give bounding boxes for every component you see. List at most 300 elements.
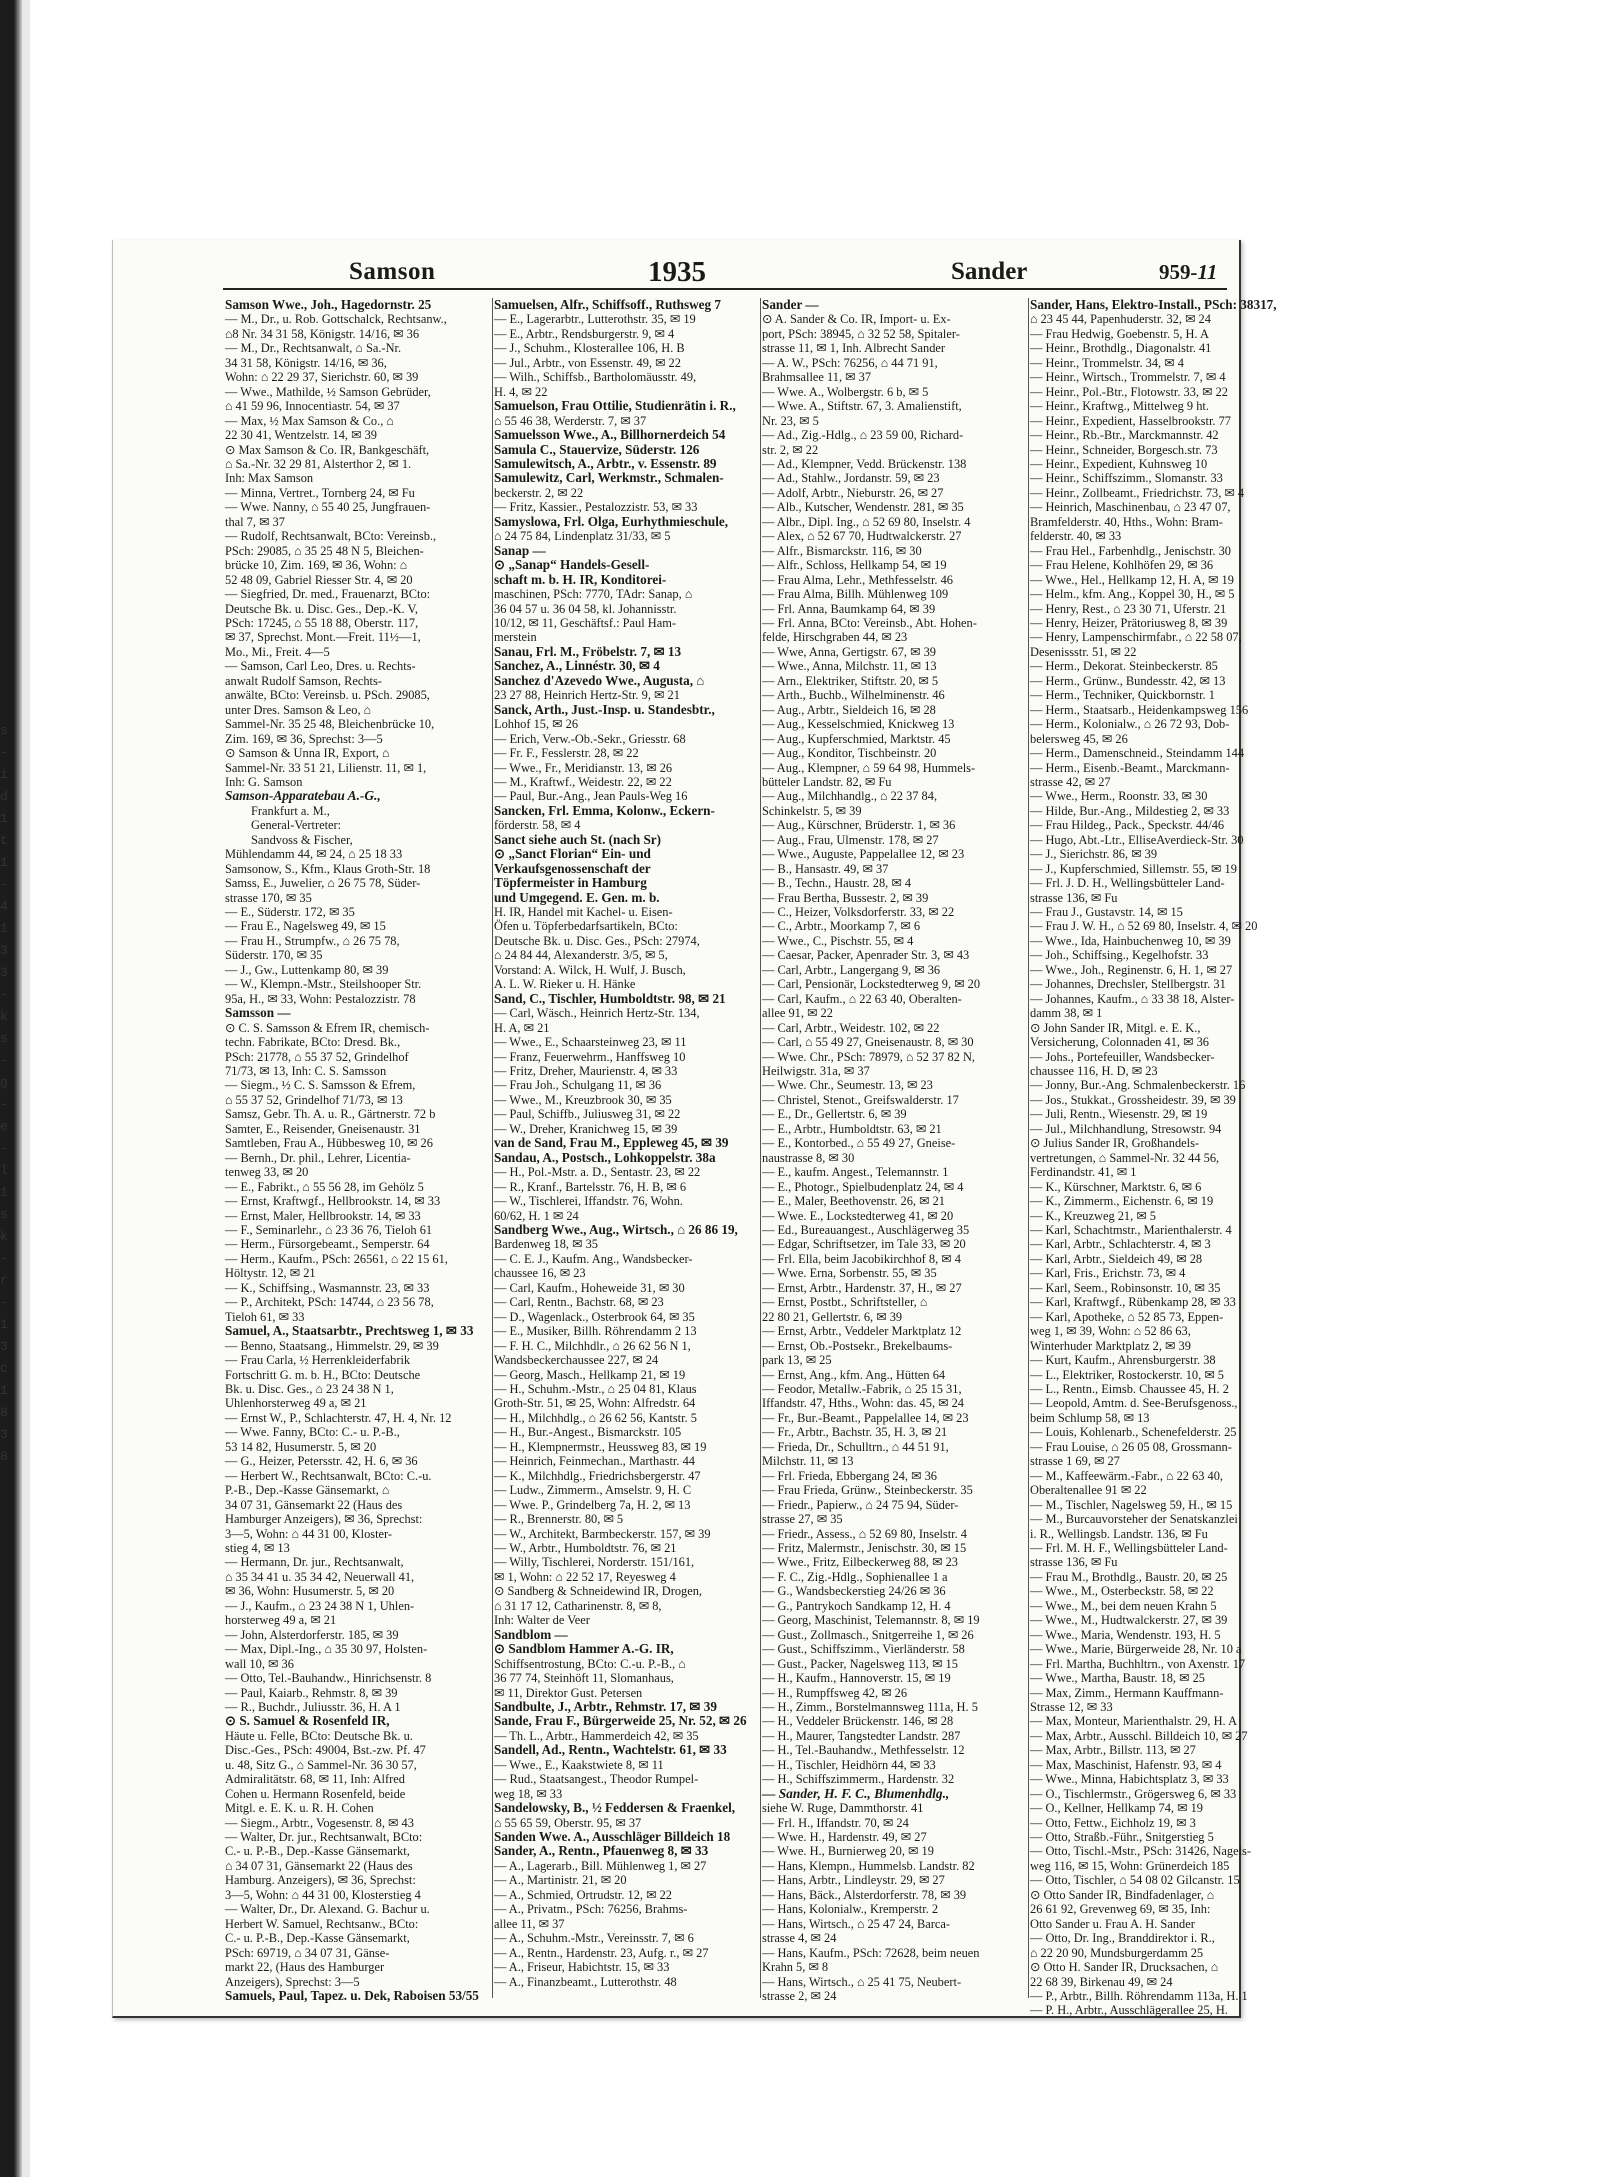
directory-entry-line: 34 07 31, Gänsemarkt 22 (Haus des	[225, 1497, 403, 1512]
margin-fragment: t	[0, 833, 8, 848]
directory-entry-line: — Hans, Klempn., Hummelsb. Landstr. 82	[762, 1858, 975, 1873]
directory-entry-line: — G., Wandsbeckerstieg 24/26 ✉ 36	[762, 1584, 946, 1599]
directory-entry-line: — Aug., Konditor, Tischbeinstr. 20	[762, 746, 937, 761]
directory-entry-line: — Wwe., Fritz, Eilbeckerweg 88, ✉ 23	[762, 1555, 958, 1570]
directory-entry-line: ⊙ „Sanct Florian“ Ein- und	[494, 846, 651, 862]
directory-entry-line: — Georg, Maschinist, Telemannstr. 8, ✉ 19	[762, 1613, 980, 1628]
directory-entry-line: — J., Gw., Luttenkamp 80, ✉ 39	[225, 962, 389, 977]
directory-entry-line: General-Vertreter:	[251, 818, 342, 833]
directory-entry-line: ⌂ 55 65 59, Oberstr. 95, ✉ 37	[494, 1815, 642, 1830]
directory-entry-line: 52 48 09, Gabriel Riesser Str. 4, ✉ 20	[225, 572, 413, 587]
directory-entry-line: Samulewitz, Carl, Werkmstr., Schmalen-	[494, 470, 724, 486]
directory-entry-line: C.- u. P.-B., Dep.-Kasse Gänsemarkt,	[225, 1844, 410, 1859]
margin-fragment: e	[0, 1119, 8, 1134]
directory-entry-line: 34 31 58, Königstr. 14/16, ✉ 36,	[225, 355, 387, 370]
directory-entry-line: u. 48, Sitz G., ⌂ Sammel-Nr. 36 30 57,	[225, 1757, 417, 1772]
directory-entry-line: felde, Hirschgraben 44, ✉ 23	[762, 630, 908, 645]
directory-entry-line: — M., Tischler, Nagelsweg 59, H., ✉ 15	[1030, 1497, 1233, 1512]
directory-entry-line: — Hermann, Dr. jur., Rechtsanwalt,	[225, 1555, 404, 1570]
directory-entry-line: Sammel-Nr. 35 25 48, Bleichenbrücke 10,	[225, 717, 435, 732]
directory-entry-line: — Wwe. Erna, Sorbenstr. 55, ✉ 35	[762, 1266, 937, 1281]
directory-entry-line: Inh: Max Samson	[225, 471, 314, 486]
directory-entry-line: — C., Heizer, Volksdorferstr. 33, ✉ 22	[762, 905, 955, 920]
directory-entry-line: — O., Kellner, Hellkamp 74, ✉ 19	[1030, 1801, 1203, 1816]
directory-entry-line: Schinkelstr. 5, ✉ 39	[762, 803, 862, 818]
directory-entry-line: Sanchez d'Azevedo Wwe., Augusta, ⌂	[494, 672, 705, 688]
directory-entry-line: Sanau, Frl. M., Fröbelstr. 7, ✉ 13	[494, 643, 682, 659]
column-2	[494, 298, 758, 1998]
column-3	[762, 297, 1026, 2004]
directory-entry-line: schaft m. b. H. IR, Konditorei-	[494, 571, 667, 587]
directory-entry-line: — Aug., Arbtr., Sieldeich 16, ✉ 28	[762, 702, 936, 717]
directory-entry-line: — Hans, Kolonialw., Kremperstr. 2	[762, 1902, 939, 1917]
directory-entry-line: Desenissstr. 51, ✉ 22	[1030, 644, 1137, 659]
directory-entry-line: Disc.-Ges., PSch: 49004, Bst.-zw. Pf. 47	[225, 1743, 426, 1758]
directory-entry-line: — H., Schuhm.-Mstr., ⌂ 25 04 81, Klaus	[494, 1381, 697, 1396]
directory-entry-line: — Erich, Verw.-Ob.-Sekr., Griesstr. 68	[494, 731, 686, 746]
margin-fragment: k	[0, 1229, 8, 1244]
directory-entry-line: — Wwe., E., Kaakstwiete 8, ✉ 11	[494, 1757, 664, 1772]
directory-entry-line: Inh: Walter de Veer	[494, 1613, 590, 1628]
directory-entry-line: — Louis, Kohlenarb., Schenefelderstr. 25	[1030, 1425, 1237, 1440]
margin-fragment: 8	[0, 1449, 8, 1464]
directory-entry-line: — A., Privatm., PSch: 76256, Brahms-	[494, 1902, 688, 1917]
directory-entry-line: anwalt Rudolf Samson, Rechts-	[225, 673, 382, 688]
directory-entry-line: — Christel, Stenot., Greifswalderstr. 17	[762, 1092, 959, 1107]
margin-fragment: s	[0, 1207, 8, 1222]
directory-entry-line: — Max, Arbtr., Billstr. 113, ✉ 27	[1030, 1743, 1196, 1758]
directory-entry-line: — Frau Hedwig, Goebenstr. 5, H. A	[1030, 326, 1209, 341]
directory-entry-line: — Aug., Kupferschmied, Marktstr. 45	[762, 731, 951, 746]
directory-entry-line: — A., Martinistr. 21, ✉ 20	[494, 1873, 627, 1888]
directory-entry-line: — Th. L., Arbtr., Hammerdeich 42, ✉ 35	[494, 1728, 699, 1743]
directory-entry-line: — C. E. J., Kaufm. Ang., Wandsbecker-	[494, 1251, 693, 1266]
directory-entry-line: — Herm., Kaufm., PSch: 26561, ⌂ 22 15 61,	[225, 1251, 448, 1266]
directory-entry-line: — Aug., Milchhandlg., ⌂ 22 37 84,	[762, 789, 938, 804]
directory-entry-line: felderstr. 40, ✉ 33	[1030, 529, 1122, 544]
directory-entry-line: — Carl, Arbtr., Langergang 9, ✉ 36	[762, 962, 941, 977]
directory-entry-line: — P., Arbtr., Billh. Röhrendamm 113a, H. 1	[1030, 1989, 1248, 2004]
directory-entry-line: Anzeigers), Sprechst: 3—5	[225, 1974, 360, 1989]
directory-entry-line: ✉ 36, Wohn: Husumerstr. 5, ✉ 20	[225, 1584, 395, 1599]
directory-entry-line: Winterhuder Marktplatz 2, ✉ 39	[1030, 1338, 1191, 1353]
directory-entry-line: — Alex, ⌂ 52 67 70, Hudtwalckerstr. 27	[762, 529, 962, 544]
directory-entry-line: — Walter, Dr., Dr. Alexand. G. Bachur u.	[225, 1902, 430, 1917]
directory-entry-line: Lohhof 15, ✉ 26	[494, 717, 579, 732]
directory-entry-line: 53 14 82, Husumerstr. 5, ✉ 20	[225, 1439, 377, 1454]
directory-entry-line: — K., Schiffsing., Wasmannstr. 23, ✉ 33	[225, 1280, 430, 1295]
directory-entry-line: Samuel, A., Staatsarbtr., Prechtsweg 1, ✉ 33	[225, 1323, 474, 1339]
margin-fragment: r	[0, 1273, 8, 1288]
directory-entry-line: — Frl. Anna, BCto: Vereinsb., Abt. Hohen-	[762, 615, 977, 630]
directory-entry-line: ✉ 1, Wohn: ⌂ 22 52 17, Reyesweg 4	[494, 1569, 676, 1584]
directory-entry-line: — Frau J., Gustavstr. 14, ✉ 15	[1030, 905, 1183, 920]
directory-entry-line: — E., Dr., Gellertstr. 6, ✉ 39	[762, 1107, 907, 1122]
directory-entry-line: — M., Burcauvorsteher der Senatskanzlei	[1030, 1512, 1238, 1527]
directory-entry-line: — Fritz, Kassier., Pestalozzistr. 53, ✉ 33	[494, 500, 698, 515]
directory-entry-line: — Siegfried, Dr. med., Frauenarzt, BCto:	[225, 587, 431, 602]
directory-entry-line: — G., Heizer, Petersstr. 42, H. 6, ✉ 36	[225, 1454, 418, 1469]
directory-entry-line: — Ernst, Arbtr., Hardenstr. 37, H., ✉ 27	[762, 1280, 962, 1295]
directory-entry-line: — Wwe, Anna, Gertigstr. 67, ✉ 39	[762, 644, 936, 659]
directory-entry-line: — Herm., Fürsorgebeamt., Semperstr. 64	[225, 1237, 430, 1252]
margin-fragment: -	[0, 1097, 8, 1112]
directory-entry-line: — E., Kontorbed., ⌂ 55 49 27, Gneise-	[762, 1136, 956, 1151]
directory-entry-line: — Otto, Tischler, ⌂ 54 08 02 Gilcanstr. 15	[1030, 1873, 1240, 1888]
directory-entry-line: Admiralitätstr. 68, ✉ 11, Inh: Alfred	[225, 1772, 405, 1787]
directory-entry-line: ⊙ Otto Sander IR, Bindfadenlager, ⌂	[1030, 1887, 1215, 1902]
directory-entry-line: — Wwe., Herm., Roonstr. 33, ✉ 30	[1030, 789, 1208, 804]
directory-entry-line: 3—5, Wohn: ⌂ 44 31 00, Klosterstieg 4	[225, 1887, 421, 1902]
directory-entry-line: belersweg 45, ✉ 26	[1030, 731, 1128, 746]
directory-entry-line: — Karl, Arbtr., Sieldeich 49, ✉ 28	[1030, 1251, 1203, 1266]
directory-entry-line: — Henry, Lampenschirmfabr., ⌂ 22 58 07,	[1030, 630, 1242, 645]
directory-entry-line: Versicherung, Colonnaden 41, ✉ 36	[1030, 1035, 1209, 1050]
directory-entry-line: — Bernh., Dr. phil., Lehrer, Licentia-	[225, 1150, 411, 1165]
directory-entry-line: — Ad., Zig.-Hdlg., ⌂ 23 59 00, Richard-	[762, 428, 964, 443]
directory-entry-line: 36 04 57 u. 36 04 58, kl. Johannisstr.	[494, 601, 677, 616]
directory-entry-line: ⌂ Sa.-Nr. 32 29 81, Alsterthor 2, ✉ 1.	[225, 456, 412, 471]
directory-entry-line: strasse 136, ✉ Fu	[1030, 1555, 1118, 1570]
directory-entry-line: — B., Hansastr. 49, ✉ 37	[762, 861, 889, 876]
directory-entry-line: PSch: 69719, ⌂ 34 07 31, Gänse-	[225, 1945, 390, 1960]
directory-entry-line: ⌂ 24 84 44, Alexanderstr. 3/5, ✉ 5,	[494, 948, 668, 963]
directory-entry-line: anwälte, BCto: Vereinsb. u. PSch. 29085,	[225, 688, 430, 703]
directory-entry-line: chaussee 16, ✉ 23	[494, 1266, 586, 1281]
directory-entry-line: — Hilde, Bur.-Ang., Mildestieg 2, ✉ 33	[1030, 803, 1230, 818]
directory-entry-line: — H., Rumpffsweg 42, ✉ 26	[762, 1685, 908, 1700]
directory-entry-line: ⌂ 23 45 44, Papenhuderstr. 32, ✉ 24	[1030, 312, 1211, 327]
directory-entry-line: — Aug., Kürschner, Brüderstr. 1, ✉ 36	[762, 818, 956, 833]
directory-entry-line: — Arn., Elektriker, Stiftstr. 20, ✉ 5	[762, 673, 939, 688]
directory-entry-line: 22 68 39, Birkenau 49, ✉ 24	[1030, 1974, 1173, 1989]
directory-entry-line: — Carl, ⌂ 55 49 27, Gneisenaustr. 8, ✉ 30	[762, 1035, 974, 1050]
directory-entry-line: allee 11, ✉ 37	[494, 1916, 565, 1931]
directory-entry-line: — Jul., Arbtr., von Essenstr. 49, ✉ 22	[494, 355, 681, 370]
directory-entry-line: — Benno, Staatsang., Himmelstr. 29, ✉ 39	[225, 1338, 439, 1353]
directory-entry-line: beckerstr. 2, ✉ 22	[494, 485, 584, 500]
directory-entry-line: — Ludw., Zimmerm., Amselstr. 9, H. C	[494, 1483, 692, 1498]
directory-entry-line: naustrasse 8, ✉ 30	[762, 1150, 855, 1165]
margin-fragment: s	[0, 1031, 8, 1046]
directory-entry-line: — Frau J. W. H., ⌂ 52 69 80, Inselstr. 4, ✉ 20	[1030, 919, 1258, 934]
directory-entry-line: — Wwe., M., Osterbeckstr. 58, ✉ 22	[1030, 1584, 1214, 1599]
directory-entry-line: — C., Arbtr., Moorkamp 7, ✉ 6	[762, 919, 921, 934]
directory-entry-line: — W., Architekt, Barmbeckerstr. 157, ✉ 39	[494, 1526, 711, 1541]
header-last-entry: Sander	[951, 258, 1028, 285]
directory-entry-line: — Wwe., Maria, Wendenstr. 193, H. 5	[1030, 1627, 1221, 1642]
directory-entry-line: Iffandstr. 47, Hths., Wohn: das. 45, ✉ 24	[762, 1396, 965, 1411]
directory-entry-line: ⊙ Sandblom Hammer A.-G. IR,	[494, 1641, 674, 1657]
directory-entry-line: — Max, Monteur, Marienthalstr. 29, H. A	[1030, 1714, 1238, 1729]
directory-entry-line: — Jul., Milchhandlung, Stresowstr. 94	[1030, 1121, 1222, 1136]
directory-entry-line: tenweg 33, ✉ 20	[225, 1165, 309, 1180]
directory-entry-line: — Aug., Klempner, ⌂ 59 64 98, Hummels-	[762, 760, 976, 775]
directory-entry-line: str. 2, ✉ 22	[762, 442, 819, 457]
directory-entry-line: — H., Milchhdlg., ⌂ 26 62 56, Kantstr. 5	[494, 1410, 697, 1425]
directory-entry-line: — Johs., Portefeuiller, Wandsbecker-	[1030, 1049, 1215, 1064]
directory-entry-line: — Karl, Kraftwgf., Rübenkamp 28, ✉ 33	[1030, 1295, 1236, 1310]
directory-entry-line: — W., Arbtr., Humboldtstr. 76, ✉ 21	[494, 1540, 677, 1555]
directory-entry-line: — Willy, Tischlerei, Norderstr. 151/161,	[494, 1555, 695, 1570]
directory-entry-line: beim Schlump 58, ✉ 13	[1030, 1410, 1150, 1425]
directory-entry-line: Bardenweg 18, ✉ 35	[494, 1237, 598, 1252]
directory-entry-line: — Jos., Stukkat., Grossheidestr. 39, ✉ 39	[1030, 1092, 1236, 1107]
directory-entry-line: ⊙ Sandberg & Schneidewind IR, Drogen,	[494, 1584, 703, 1599]
directory-entry-line: PSch: 21778, ⌂ 55 37 52, Grindelhof	[225, 1049, 409, 1064]
directory-entry-line: maschinen, PSch: 7770, TAdr: Sanap, ⌂	[494, 587, 693, 602]
directory-entry-line: — Alfr., Schloss, Hellkamp 54, ✉ 19	[762, 558, 947, 573]
directory-entry-line: allee 91, ✉ 22	[762, 1006, 833, 1021]
directory-entry-line: — Heinr., Rb.-Btr., Marckmannstr. 42	[1030, 428, 1219, 443]
directory-entry-line: — G., Pantrykoch Sandkamp 12, H. 4	[762, 1598, 951, 1613]
directory-entry-line: — Herm., Grünw., Bundesstr. 42, ✉ 13	[1030, 673, 1226, 688]
directory-entry-line: — F. C., Zig.-Hdlg., Sophienallee 1 a	[762, 1569, 948, 1584]
directory-entry-line: strasse 27, ✉ 35	[762, 1512, 843, 1527]
directory-entry-line: — Max, Maschinist, Hafenstr. 93, ✉ 4	[1030, 1757, 1222, 1772]
margin-fragment: -	[0, 745, 8, 760]
directory-entry-line: stieg 4, ✉ 13	[225, 1540, 290, 1555]
directory-entry-line: Sander, Hans, Elektro-Install., PSch: 38317,	[1030, 297, 1277, 312]
directory-entry-line: — E., Arbtr., Humboldtstr. 63, ✉ 21	[762, 1121, 942, 1136]
directory-entry-line: Sande, Frau F., Bürgerweide 25, Nr. 52, ✉ 26	[494, 1713, 747, 1729]
directory-entry-line: weg 18, ✉ 33	[494, 1786, 563, 1801]
directory-entry-line: — Ed., Bureauangest., Auschlägerweg 35	[762, 1223, 970, 1237]
directory-entry-line: — Joh., Schiffsing., Kegelhofstr. 33	[1030, 948, 1209, 963]
directory-entry-line: Sandelowsky, B., ½ Feddersen & Fraenkel,	[494, 1800, 736, 1816]
directory-entry-line: — Wwe., Mathilde, ½ Samson Gebrüder,	[225, 384, 431, 399]
column-4	[1030, 297, 1277, 2018]
directory-entry-line: — Franz, Feuerwehrm., Hanffsweg 10	[494, 1049, 686, 1064]
directory-entry-line: — Herm., Damenschneid., Steindamm 144	[1030, 746, 1245, 761]
directory-entry-line: techn. Fabrikate, BCto: Dresd. Bk.,	[225, 1035, 401, 1050]
directory-entry-line: ⊙ Max Samson & Co. IR, Bankgeschäft,	[225, 442, 430, 457]
directory-entry-line: Hamburger Anzeigers), ✉ 36, Sprechst:	[225, 1512, 423, 1527]
directory-entry-line: Samsonow, S., Kfm., Klaus Groth-Str. 18	[225, 861, 431, 876]
directory-entry-line: — H., Bur.-Angest., Bismarckstr. 105	[494, 1425, 682, 1440]
margin-fragment: -	[0, 1141, 8, 1156]
directory-entry-line: — Sander, H. F. C., Blumenhdlg.,	[762, 1785, 950, 1801]
directory-entry-line: Nr. 23, ✉ 5	[762, 413, 819, 428]
directory-entry-line: — Frl. J. D. H., Wellingsbütteler Land-	[1030, 876, 1225, 891]
directory-entry-line: — Heinr., Wirtsch., Trommelstr. 7, ✉ 4	[1030, 370, 1226, 385]
directory-entry-line: — Ad., Stahlw., Jordanstr. 59, ✉ 23	[762, 471, 940, 486]
directory-entry-line: — Herbert W., Rechtsanwalt, BCto: C.-u.	[225, 1468, 432, 1483]
directory-entry-line: — R., Kranf., Bartelsstr. 76, H. B, ✉ 6	[494, 1179, 687, 1194]
directory-entry-line: Inh: G. Samson	[225, 774, 303, 789]
directory-entry-line: — Wwe., M., bei dem neuen Krahn 5	[1030, 1598, 1217, 1613]
directory-entry-line: i. R., Wellingsb. Landstr. 136, ✉ Fu	[1030, 1526, 1208, 1541]
directory-entry-line: — Wwe., M., Kreuzbrook 30, ✉ 35	[494, 1092, 672, 1107]
directory-entry-line: Sandell, Ad., Rentn., Wachtelstr. 61, ✉ 33	[494, 1742, 727, 1758]
directory-entry-line: ⊙ Samson & Unna IR, Export, ⌂	[225, 746, 390, 761]
directory-entry-line: — M., Kaffeewärm.-Fabr., ⌂ 22 63 40,	[1030, 1468, 1224, 1483]
directory-entry-line: — P. H., Arbtr., Ausschlägerallee 25, H.	[1030, 2003, 1228, 2018]
margin-fragment: 1	[0, 1383, 8, 1398]
page-number	[1159, 260, 1217, 285]
directory-entry-line: Hamburg. Anzeigers), ✉ 36, Sprechst:	[225, 1873, 416, 1888]
margin-fragment: 4	[0, 899, 8, 914]
directory-entry-line: — Frau H., Strumpfw., ⌂ 26 75 78,	[225, 933, 400, 948]
margin-fragment: l	[0, 1163, 8, 1178]
directory-entry-line: ✉ 37, Sprechst. Mont.—Freit. 11½—1,	[225, 630, 421, 645]
directory-entry-line: — Otto, Dr. Ing., Branddirektor i. R.,	[1030, 1931, 1215, 1946]
directory-entry-line: — Wwe. Chr., Seumestr. 13, ✉ 23	[762, 1078, 933, 1093]
directory-entry-line: Heilwigstr. 31a, ✉ 37	[762, 1064, 870, 1079]
directory-entry-line: horsterweg 49 a, ✉ 21	[225, 1613, 337, 1628]
directory-entry-line: — Arth., Buchb., Wilhelminenstr. 46	[762, 688, 945, 703]
directory-entry-line: — Frau Alma, Billh. Mühlenweg 109	[762, 587, 949, 602]
directory-entry-line: Verkaufsgenossenschaft der	[494, 860, 651, 876]
directory-entry-line: ⌂ 34 07 31, Gänsemarkt 22 (Haus des	[225, 1858, 413, 1873]
directory-entry-line: — K., Kürschner, Marktstr. 6, ✉ 6	[1030, 1179, 1202, 1194]
directory-entry-line: — Karl, Fris., Erichstr. 73, ✉ 4	[1030, 1266, 1186, 1281]
directory-entry-line: — Wwe., Hel., Hellkamp 12, H. A, ✉ 19	[1030, 572, 1234, 587]
directory-entry-line: Samson-Apparatebau A.-G.,	[225, 788, 381, 804]
directory-entry-line: — Carl, Rentn., Bachstr. 68, ✉ 23	[494, 1295, 664, 1310]
directory-entry-line: — B., Techn., Haustr. 28, ✉ 4	[762, 876, 912, 891]
directory-entry-line: brücke 10, Zim. 169, ✉ 36, Wohn: ⌂	[225, 558, 408, 573]
directory-entry-line: — Frau Bertha, Bussestr. 2, ✉ 39	[762, 890, 929, 905]
directory-entry-line: — Frl. Martha, Buchhltrn., von Axenstr. 17	[1030, 1656, 1246, 1671]
directory-entry-line: — A., Schuhm.-Mstr., Vereinsstr. 7, ✉ 6	[494, 1931, 694, 1946]
column-separator	[1028, 298, 1029, 1998]
directory-entry-line: Zim. 169, ✉ 36, Sprechst: 3—5	[225, 731, 383, 746]
directory-entry-line: — Walter, Dr. jur., Rechtsanwalt, BCto:	[225, 1830, 423, 1845]
directory-entry-line: Sammel-Nr. 33 51 21, Lilienstr. 11, ✉ 1,	[225, 760, 427, 775]
directory-entry-line: — Alfr., Bismarckstr. 116, ✉ 30	[762, 543, 922, 558]
directory-entry-line: — H., Zimm., Borstelmannsweg 111a, H. 5	[762, 1699, 978, 1714]
directory-entry-line: — E., Photogr., Spielbudenplatz 24, ✉ 4	[762, 1179, 964, 1194]
directory-entry-line: merstein	[494, 630, 537, 645]
directory-entry-line: — Ernst W., P., Schlachterstr. 47, H. 4, Nr. 12	[225, 1410, 452, 1425]
directory-entry-line: — Wwe., M., Hudtwalckerstr. 27, ✉ 39	[1030, 1613, 1228, 1628]
directory-entry-line: 22 80 21, Gellertstr. 6, ✉ 39	[762, 1309, 903, 1324]
adjacent-page-fragments	[0, 720, 20, 2070]
margin-fragment: k	[0, 1009, 8, 1024]
directory-entry-line: markt 22, (Haus des Hamburger	[225, 1960, 385, 1975]
directory-entry-line: Samuels, Paul, Tapez. u. Dek, Raboisen 53/55	[225, 1988, 479, 2004]
directory-entry-line: ✉ 11, Direktor Gust. Petersen	[494, 1685, 643, 1700]
directory-entry-line: Sanchez, A., Linnéstr. 30, ✉ 4	[494, 658, 660, 674]
directory-entry-line: C.- u. P.-B., Dep.-Kasse Gänsemarkt,	[225, 1931, 410, 1946]
directory-entry-line: — Karl, Apotheke, ⌂ 52 85 73, Eppen-	[1030, 1309, 1224, 1324]
directory-entry-line: — Caesar, Packer, Apenrader Str. 3, ✉ 43	[762, 948, 970, 963]
margin-fragment: 1	[0, 855, 8, 870]
directory-entry-line: Samuelsen, Alfr., Schiffsoff., Ruthsweg 7	[494, 297, 722, 312]
directory-entry-line: — Max, Arbtr., Ausschl. Billdeich 10, ✉ 27	[1030, 1728, 1248, 1743]
directory-entry-line: — Friedr., Assess., ⌂ 52 69 80, Inselstr. 4	[762, 1526, 968, 1541]
directory-entry-line: — K., Milchhdlg., Friedrichsbergerstr. 47	[494, 1468, 701, 1483]
directory-entry-line: bütteler Landstr. 82, ✉ Fu	[762, 774, 892, 789]
directory-entry-line: Sandblom —	[494, 1626, 568, 1642]
directory-entry-line: — Hans, Kaufm., PSch: 72628, beim neuen	[762, 1945, 980, 1960]
directory-entry-line: Otto Sander u. Frau A. H. Sander	[1030, 1916, 1195, 1931]
directory-entry-line: H. 4, ✉ 22	[494, 384, 548, 399]
directory-entry-line: — Wwe. E., Lockstedterweg 41, ✉ 20	[762, 1208, 954, 1223]
directory-entry-line: — Wwe., Marie, Bürgerweide 28, Nr. 10 a	[1030, 1642, 1242, 1657]
directory-entry-line: — Frau Joh., Schulgang 11, ✉ 36	[494, 1078, 662, 1093]
directory-entry-line: — Ernst, Kraftwgf., Hellbrookstr. 14, ✉ 33	[225, 1194, 441, 1209]
directory-entry-line: — Wwe., C., Pischstr. 55, ✉ 4	[762, 933, 914, 948]
directory-entry-line: — Hans, Bäck., Alsterdorferstr. 78, ✉ 39	[762, 1887, 967, 1902]
directory-entry-line: — Wwe. H., Burnierweg 20, ✉ 19	[762, 1844, 934, 1859]
directory-entry-line: — Heinr., Kraftwg., Mittelweg 9 ht.	[1030, 399, 1209, 414]
directory-entry-line: — John, Alsterdorferstr. 185, ✉ 39	[225, 1627, 399, 1642]
directory-entry-line: — R., Brennerstr. 80, ✉ 5	[494, 1512, 624, 1527]
directory-entry-line: weg 1, ✉ 39, Wohn: ⌂ 52 86 63,	[1030, 1324, 1191, 1339]
directory-entry-line: — E., Lagerarbtr., Lutterothstr. 35, ✉ 19	[494, 312, 696, 327]
margin-fragment: -	[0, 877, 8, 892]
directory-entry-line: Samsz, Gebr. Th. A. u. R., Gärtnerstr. 72 b	[225, 1107, 436, 1122]
directory-entry-line: — Max, ½ Max Samson & Co., ⌂	[225, 413, 394, 428]
directory-entry-line: — Carl, Kaufm., Hoheweide 31, ✉ 30	[494, 1280, 685, 1295]
directory-entry-line: Wohn: ⌂ 22 29 37, Sierichstr. 60, ✉ 39	[225, 370, 419, 385]
directory-entry-line: — Heinr., Expedient, Hasselbrookstr. 77	[1030, 413, 1231, 428]
directory-entry-line: — Wilh., Schiffsb., Bartholomäusstr. 49,	[494, 370, 697, 385]
directory-entry-line: — Leopold, Amtm. d. See-Berufsgenoss.,	[1030, 1396, 1238, 1411]
directory-entry-line: — Johannes, Kaufm., ⌂ 33 38 18, Alster-	[1030, 991, 1235, 1006]
directory-entry-line: — Frieda, Dr., Schulltrn., ⌂ 44 51 91,	[762, 1439, 949, 1454]
directory-entry-line: — Fritz, Malermstr., Jenischstr. 30, ✉ 15	[762, 1540, 967, 1555]
directory-entry-line: — Wwe. Chr., PSch: 78979, ⌂ 52 37 82 N,	[762, 1049, 976, 1064]
directory-entry-line: wall 10, ✉ 36	[225, 1656, 294, 1671]
directory-entry-line: 3—5, Wohn: ⌂ 44 31 00, Kloster-	[225, 1526, 393, 1541]
directory-entry-line: ⊙ Julius Sander IR, Großhandels-	[1030, 1136, 1200, 1151]
directory-entry-line: Tieloh 61, ✉ 33	[225, 1309, 305, 1324]
directory-entry-line: — A., Lagerarb., Bill. Mühlenweg 1, ✉ 27	[494, 1858, 707, 1873]
directory-entry-line: 10/12, ✉ 11, Geschäftsf.: Paul Ham-	[494, 615, 676, 630]
directory-entry-line: — R., Buchdr., Juliusstr. 36, H. A 1	[225, 1699, 401, 1714]
directory-entry-line: — Herm., Techniker, Quickbornstr. 1	[1030, 688, 1215, 703]
margin-fragment: 3	[0, 965, 8, 980]
directory-entry-line: — Rudolf, Rechtsanwalt, BCto: Vereinsb.,	[225, 529, 437, 544]
directory-entry-line: — H., Tel.-Bauhandw., Methfesselstr. 12	[762, 1743, 965, 1758]
directory-entry-line: — Hugo, Abt.-Ltr., ElliseAverdieck-Str. 30	[1030, 832, 1244, 847]
directory-entry-line: — Georg, Masch., Hellkamp 21, ✉ 19	[494, 1367, 686, 1382]
directory-entry-line: — E., Fabrikt., ⌂ 55 56 28, im Gehölz 5	[225, 1179, 424, 1194]
directory-entry-line: A. L. W. Rieker u. H. Hänke	[494, 977, 636, 992]
directory-entry-line: Krahn 5, ✉ 8	[762, 1960, 829, 1975]
directory-entry-line: — Wwe. A., Stiftstr. 67, 3. Amalienstift,	[762, 399, 962, 414]
margin-fragment: 3	[0, 1339, 8, 1354]
directory-entry-line: van de Sand, Frau M., Eppleweg 45, ✉ 39	[494, 1135, 729, 1151]
directory-entry-line: Samtleben, Frau A., Hübbesweg 10, ✉ 26	[225, 1136, 433, 1151]
directory-entry-line: Bk. u. Disc. Ges., ⌂ 23 24 38 N 1,	[225, 1381, 394, 1396]
margin-fragment: d	[0, 789, 8, 804]
directory-entry-line: — Wwe., Anna, Milchstr. 11, ✉ 13	[762, 659, 937, 674]
margin-fragment: 1	[0, 921, 8, 936]
directory-entry-line: Herbert W. Samuel, Rechtsanw., BCto:	[225, 1916, 419, 1931]
directory-entry-line: — M., Kraftwf., Weidestr. 22, ✉ 22	[494, 774, 672, 789]
margin-fragment: 3	[0, 1427, 8, 1442]
directory-entry-line: Süderstr. 170, ✉ 35	[225, 948, 323, 963]
directory-entry-line: — Frl. M. H. F., Wellingsbütteler Land-	[1030, 1540, 1228, 1555]
directory-entry-line: — Aug., Frau, Ulmenstr. 178, ✉ 27	[762, 832, 939, 847]
directory-entry-line: Mitgl. e. E. K. u. R. H. Cohen	[225, 1801, 374, 1816]
directory-entry-line: — Fr., Bur.-Beamt., Pappelallee 14, ✉ 23	[762, 1410, 969, 1425]
directory-entry-line: ⌂ 22 20 90, Mundsburgerdamm 25	[1030, 1945, 1204, 1960]
directory-entry-line: Samss, E., Juwelier, ⌂ 26 75 78, Süder-	[225, 876, 421, 891]
directory-entry-line: strasse 170, ✉ 35	[225, 890, 312, 905]
directory-entry-line: — Hans, Wirtsch., ⌂ 25 41 75, Neubert-	[762, 1974, 962, 1989]
directory-entry-line: Sander, A., Rentn., Pfauenweg 8, ✉ 33	[494, 1843, 709, 1859]
directory-entry-line: — A., Schmied, Ortrudstr. 12, ✉ 22	[494, 1887, 672, 1902]
directory-entry-line: Ferdinandstr. 41, ✉ 1	[1030, 1165, 1137, 1180]
directory-entry-line: — H., Schiffszimmerm., Hardenstr. 32	[762, 1772, 955, 1787]
directory-entry-line: strasse 2, ✉ 24	[762, 1989, 837, 2004]
directory-entry-line: — Heinrich, Feinmechan., Marthastr. 44	[494, 1454, 695, 1469]
